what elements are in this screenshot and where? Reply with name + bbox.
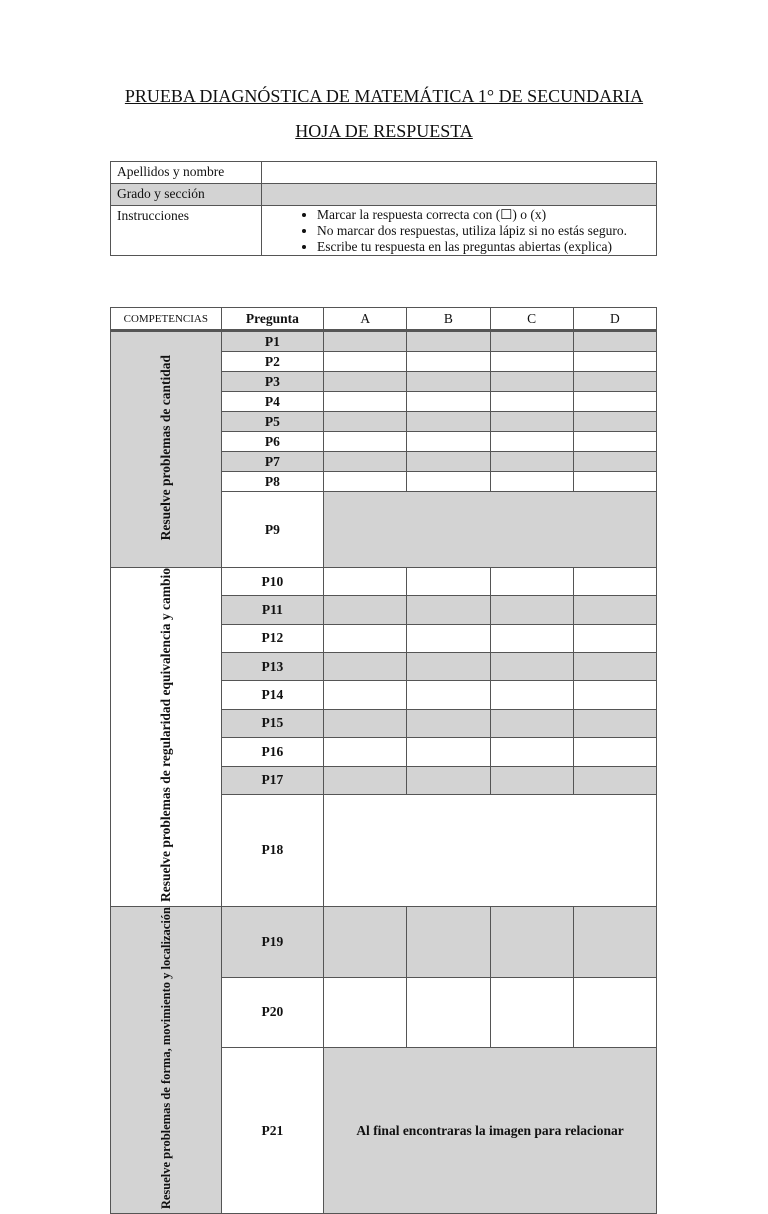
answer-cell-c[interactable] <box>490 392 573 412</box>
pregunta-cell: P4 <box>221 392 324 412</box>
answer-cell-c[interactable] <box>490 738 573 766</box>
pregunta-cell: P15 <box>221 709 324 737</box>
answer-cell-d[interactable] <box>573 977 656 1048</box>
pregunta-cell: P20 <box>221 977 324 1048</box>
answer-cell-b[interactable] <box>407 331 490 352</box>
answer-cell-a[interactable] <box>324 738 407 766</box>
answer-cell-b[interactable] <box>407 392 490 412</box>
answer-cell-b[interactable] <box>407 738 490 766</box>
answer-cell-a[interactable] <box>324 372 407 392</box>
answer-cell-c[interactable] <box>490 372 573 392</box>
answer-cell-c[interactable] <box>490 432 573 452</box>
answer-cell-a[interactable] <box>324 907 407 978</box>
answer-cell-c[interactable] <box>490 624 573 652</box>
instrucciones-cell <box>262 206 657 256</box>
answer-cell-b[interactable] <box>407 412 490 432</box>
answer-cell-b[interactable] <box>407 596 490 624</box>
answer-cell-b[interactable] <box>407 452 490 472</box>
answer-cell-d[interactable] <box>573 412 656 432</box>
answer-cell-c[interactable] <box>490 331 573 352</box>
answer-cell-d[interactable] <box>573 907 656 978</box>
instrucciones-list <box>262 207 656 255</box>
answer-cell-d[interactable] <box>573 766 656 794</box>
instruccion-item: • Escribe tu respuesta en las preguntas abiertas (explica) <box>317 239 656 255</box>
answer-cell-c[interactable] <box>490 452 573 472</box>
pregunta-cell: P12 <box>221 624 324 652</box>
pregunta-cell: P10 <box>221 568 324 596</box>
competencia-label: Resuelve problemas de forma, movimiento y localización <box>158 907 173 1210</box>
answer-cell-d[interactable] <box>573 452 656 472</box>
answer-cell-b[interactable] <box>407 568 490 596</box>
answer-cell-a[interactable] <box>324 681 407 709</box>
competencia-cell <box>111 907 222 1214</box>
table-row <box>111 907 657 978</box>
answer-cell-a[interactable] <box>324 653 407 681</box>
answer-cell-b[interactable] <box>407 472 490 492</box>
header-competencias: COMPETENCIAS <box>111 308 222 331</box>
answer-cell-c[interactable] <box>490 352 573 372</box>
answer-cell-d[interactable] <box>573 331 656 352</box>
answer-cell-d[interactable] <box>573 432 656 452</box>
table-row <box>111 568 657 596</box>
answer-cell-d[interactable] <box>573 624 656 652</box>
pregunta-cell: P2 <box>221 352 324 372</box>
table-row <box>111 331 657 352</box>
answer-cell-c[interactable] <box>490 681 573 709</box>
pregunta-cell: P16 <box>221 738 324 766</box>
pregunta-cell: P5 <box>221 412 324 432</box>
page-title: PRUEBA DIAGNÓSTICA DE MATEMÁTICA 1° DE SECUNDARIA <box>124 86 644 106</box>
answer-cell-d[interactable] <box>573 681 656 709</box>
answer-cell-a[interactable] <box>324 472 407 492</box>
answer-cell-b[interactable] <box>407 432 490 452</box>
pregunta-cell: P9 <box>221 492 324 568</box>
answer-cell-c[interactable] <box>490 653 573 681</box>
pregunta-cell: P1 <box>221 331 324 352</box>
competencia-label: Resuelve problemas de cantidad <box>157 354 173 541</box>
instruccion-item: • No marcar dos respuestas, utiliza lápiz si no estás seguro. <box>317 223 656 239</box>
answer-cell-d[interactable] <box>573 709 656 737</box>
answer-cell-a[interactable] <box>324 392 407 412</box>
answer-cell-c[interactable] <box>490 907 573 978</box>
answer-cell-c[interactable] <box>490 596 573 624</box>
open-answer-area[interactable] <box>324 492 657 568</box>
answer-cell-d[interactable] <box>573 568 656 596</box>
answer-cell-b[interactable] <box>407 624 490 652</box>
pregunta-cell: P14 <box>221 681 324 709</box>
pregunta-cell: P7 <box>221 452 324 472</box>
answer-cell-d[interactable] <box>573 352 656 372</box>
answer-cell-d[interactable] <box>573 653 656 681</box>
answer-cell-a[interactable] <box>324 596 407 624</box>
pregunta-cell: P19 <box>221 907 324 978</box>
answer-cell-d[interactable] <box>573 472 656 492</box>
header-pregunta: Pregunta <box>221 308 324 331</box>
answer-cell-d[interactable] <box>573 372 656 392</box>
grado-field[interactable] <box>262 184 657 206</box>
answer-cell-b[interactable] <box>407 907 490 978</box>
answer-cell-b[interactable] <box>407 653 490 681</box>
answer-cell-a[interactable] <box>324 452 407 472</box>
header-b: B <box>407 308 490 331</box>
answer-cell-a[interactable] <box>324 624 407 652</box>
answer-cell-b[interactable] <box>407 681 490 709</box>
open-answer-area[interactable] <box>324 794 657 906</box>
pregunta-cell: P11 <box>221 596 324 624</box>
pregunta-cell: P8 <box>221 472 324 492</box>
header-c: C <box>490 308 573 331</box>
answer-cell-b[interactable] <box>407 977 490 1048</box>
answer-cell-a[interactable] <box>324 568 407 596</box>
pregunta-cell: P21 <box>221 1048 324 1214</box>
grado-label: Grado y sección <box>111 184 262 206</box>
answer-cell-c[interactable] <box>490 709 573 737</box>
p21-note: Al final encontraras la imagen para relacionar <box>324 1048 657 1214</box>
pregunta-cell: P13 <box>221 653 324 681</box>
apellidos-label: Apellidos y nombre <box>111 162 262 184</box>
apellidos-field[interactable] <box>262 162 657 184</box>
answer-cell-c[interactable] <box>490 472 573 492</box>
answer-grid <box>110 307 657 1214</box>
answer-cell-a[interactable] <box>324 412 407 432</box>
answer-cell-c[interactable] <box>490 766 573 794</box>
pregunta-cell: P3 <box>221 372 324 392</box>
pregunta-cell: P18 <box>221 794 324 906</box>
instruccion-item: • Marcar la respuesta correcta con (☐) o (x) <box>317 207 656 223</box>
answer-cell-d[interactable] <box>573 392 656 412</box>
answer-cell-a[interactable] <box>324 766 407 794</box>
answer-cell-c[interactable] <box>490 568 573 596</box>
answer-cell-a[interactable] <box>324 331 407 352</box>
answer-cell-c[interactable] <box>490 412 573 432</box>
competencia-cell <box>111 331 222 568</box>
student-info-table <box>110 161 657 256</box>
answer-cell-a[interactable] <box>324 352 407 372</box>
pregunta-cell: P17 <box>221 766 324 794</box>
competencia-cell <box>111 568 222 907</box>
answer-cell-b[interactable] <box>407 372 490 392</box>
answer-cell-a[interactable] <box>324 709 407 737</box>
header-d: D <box>573 308 656 331</box>
answer-cell-a[interactable] <box>324 432 407 452</box>
pregunta-cell: P6 <box>221 432 324 452</box>
header-a: A <box>324 308 407 331</box>
instrucciones-label: Instrucciones <box>111 206 262 256</box>
answer-cell-b[interactable] <box>407 352 490 372</box>
answer-cell-b[interactable] <box>407 766 490 794</box>
answer-cell-d[interactable] <box>573 596 656 624</box>
answer-cell-c[interactable] <box>490 977 573 1048</box>
answer-cell-d[interactable] <box>573 738 656 766</box>
competencia-label: Resuelve problemas de regularidad equivalencia y cambio <box>157 568 173 902</box>
answer-cell-b[interactable] <box>407 709 490 737</box>
page-subtitle: HOJA DE RESPUESTA <box>295 121 473 141</box>
answer-cell-a[interactable] <box>324 977 407 1048</box>
